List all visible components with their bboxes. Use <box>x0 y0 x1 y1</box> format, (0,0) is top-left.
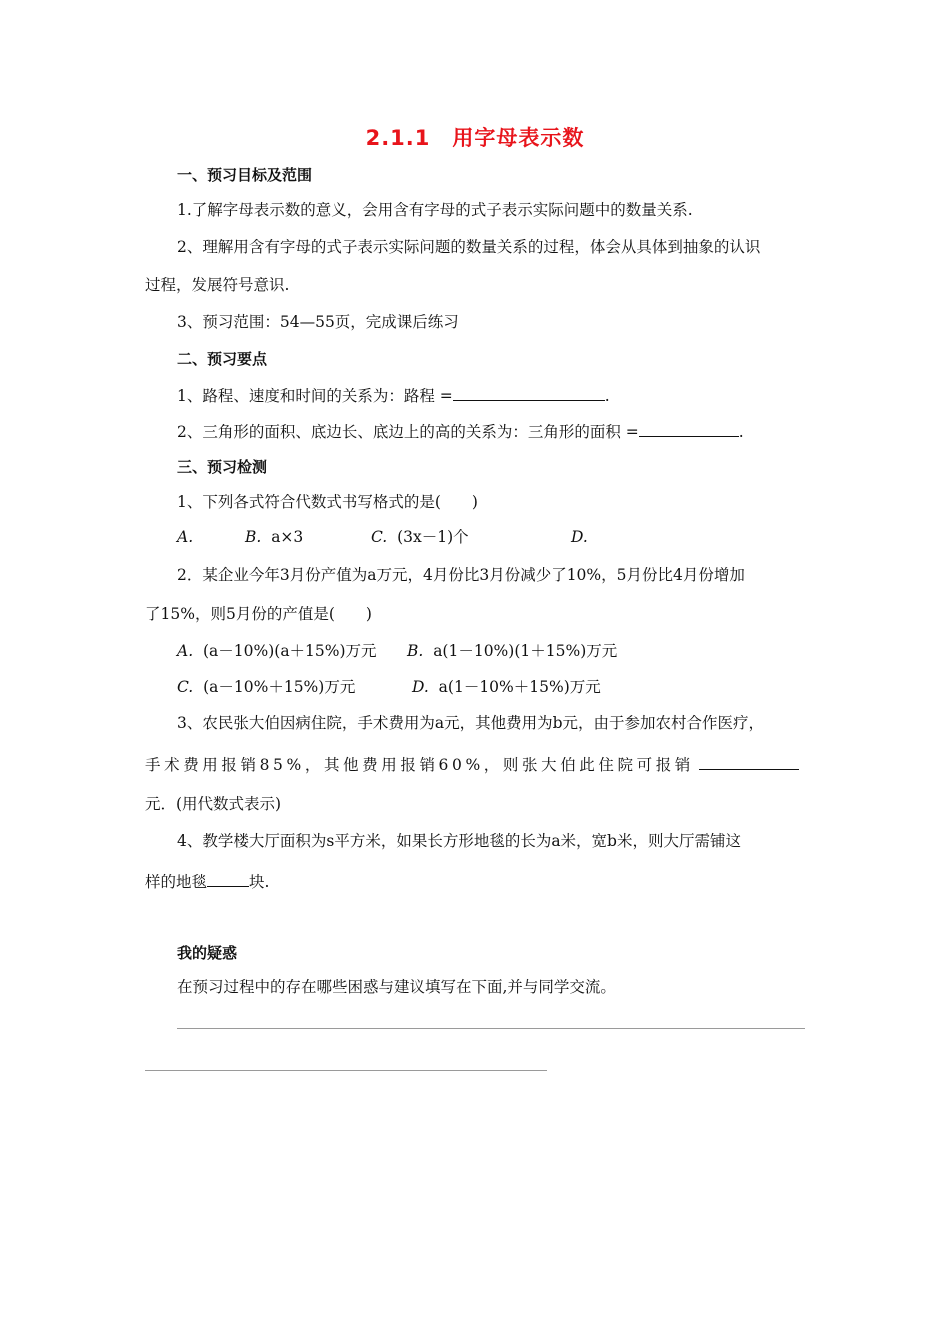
writing-line[interactable] <box>145 1070 547 1071</box>
writing-line[interactable] <box>177 1028 805 1029</box>
option-b <box>407 640 617 662</box>
answer-blank[interactable] <box>639 420 739 437</box>
question-3-line-2 <box>145 753 815 776</box>
question-2-line-2: 了15%，则5月份的产值是( ) <box>145 605 372 623</box>
question-3-line-3: 元．(用代数式表示) <box>145 795 282 813</box>
section-heading-check: 三、预习检测 <box>177 458 268 476</box>
option-d <box>412 676 601 698</box>
key-point-1-text: 1、路程、速度和时间的关系为：路程 = <box>177 387 453 405</box>
key-point-1 <box>177 384 847 407</box>
question-3-line-1: 3、农民张大伯因病住院，手术费用为a元，其他费用为b元，由于参加农村合作医疗， <box>177 714 765 732</box>
option-a-text: (a－10%)(a＋15%)万元 <box>202 642 377 660</box>
question-1-stem: 1、下列各式符合代数式书写格式的是( ) <box>177 493 478 511</box>
option-c <box>371 526 469 548</box>
question-4-line-2-b: 块. <box>249 873 270 891</box>
key-point-2-text: 2、三角形的面积、底边长、底边上的高的关系为：三角形的面积 = <box>177 423 639 441</box>
question-2-line-1: 2．某企业今年3月份产值为a万元，4月份比3月份减少了10%，5月份比4月份增加 <box>177 566 745 584</box>
option-c-text: (a－10%＋15%)万元 <box>203 678 356 696</box>
answer-blank[interactable] <box>699 753 799 770</box>
key-point-2-end: . <box>738 423 744 441</box>
option-b-label: B. <box>245 528 262 546</box>
option-a-label: A. <box>177 642 194 660</box>
option-c-label: C. <box>371 528 388 546</box>
option-c-label: C. <box>177 678 194 696</box>
section-heading-key-points: 二、预习要点 <box>177 350 268 368</box>
goal-item-1: 1.了解字母表示数的意义，会用含有字母的式子表示实际问题中的数量关系. <box>177 201 693 219</box>
question-4-line-2 <box>145 870 815 893</box>
question-4-line-2-a: 样的地毯 <box>145 873 208 891</box>
option-b-label: B. <box>407 642 424 660</box>
key-point-1-end: . <box>604 387 610 405</box>
option-d-label: D. <box>571 528 588 546</box>
goal-item-3: 3、预习范围：54—55页，完成课后练习 <box>177 313 459 331</box>
option-c-text: (3x－1)个 <box>397 528 469 546</box>
goal-item-2-line-1: 2、理解用含有字母的式子表示实际问题的数量关系的过程，体会从具体到抽象的认识 <box>177 238 761 256</box>
doubts-heading: 我的疑惑 <box>177 944 238 962</box>
option-a-label: A. <box>177 528 194 546</box>
goal-item-2-line-2: 过程，发展符号意识. <box>145 276 290 294</box>
answer-blank[interactable] <box>453 384 605 401</box>
question-3-line-2-text: 手术费用报销85%，其他费用报销60%，则张大伯此住院可报销 <box>145 756 694 774</box>
question-4-line-1: 4、教学楼大厅面积为s平方米，如果长方形地毯的长为a米，宽b米，则大厅需铺这 <box>177 832 741 850</box>
option-b-text: a×3 <box>271 528 304 546</box>
option-b-text: a(1－10%)(1＋15%)万元 <box>433 642 618 660</box>
option-a <box>177 640 377 662</box>
key-point-2 <box>177 420 847 443</box>
doubts-prompt: 在预习过程中的存在哪些困惑与建议填写在下面,并与同学交流。 <box>177 978 616 996</box>
answer-blank[interactable] <box>207 870 249 887</box>
option-c <box>177 676 355 698</box>
section-heading-goals: 一、预习目标及范围 <box>177 166 313 184</box>
option-d-text: a(1－10%＋15%)万元 <box>438 678 601 696</box>
option-d-label: D. <box>412 678 429 696</box>
page-title: 2.1.1 用字母表示数 <box>365 126 585 150</box>
option-b <box>245 526 303 548</box>
